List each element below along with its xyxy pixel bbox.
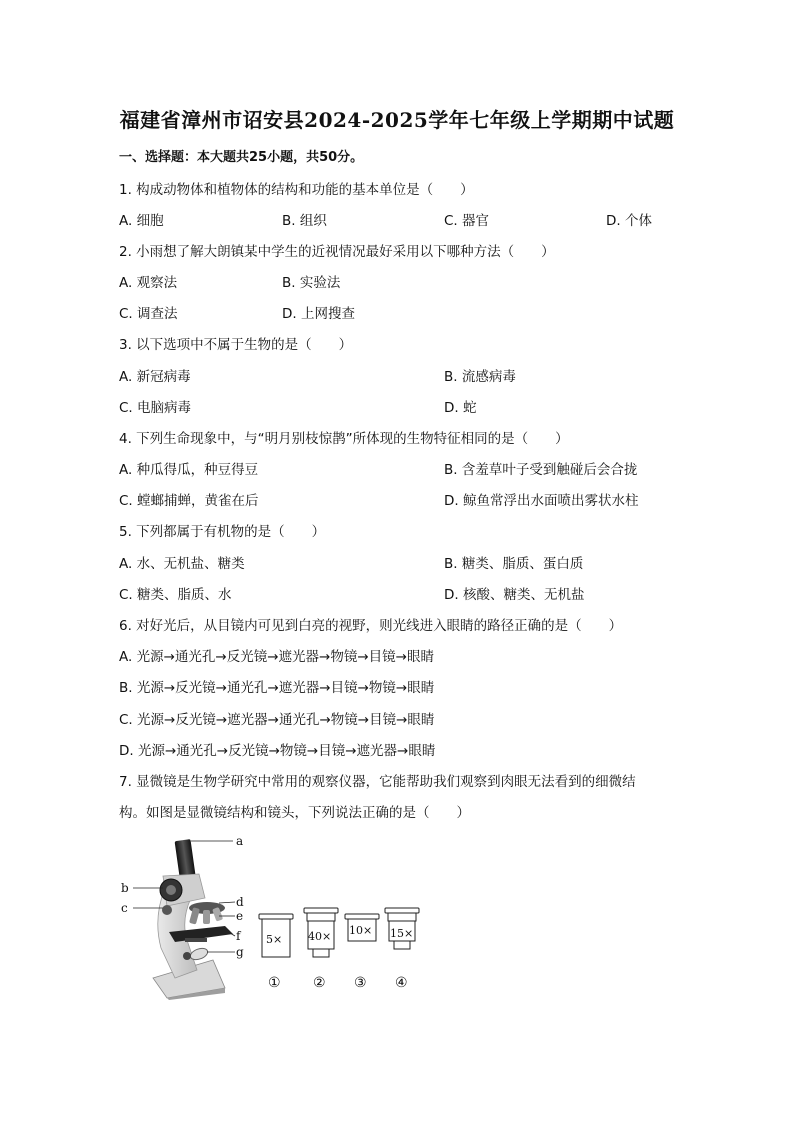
q4-option-d: D. 鲸鱼常浮出水面喷出雾状水柱 [444,493,639,509]
q4-option-c: C. 螳螂捕蝉，黄雀在后 [119,493,259,509]
lens-number-1: ① [268,975,281,991]
question-6-stem: 6. 对好光后，从目镜内可见到白亮的视野，则光线进入眼睛的路径正确的是（ ） [119,618,623,634]
label-b: b [121,881,129,895]
question-2-stem: 2. 小雨想了解大朗镇某中学生的近视情况最好采用以下哪种方法（ ） [119,244,555,260]
question-1-stem: 1. 构成动物体和植物体的结构和功能的基本单位是（ ） [119,182,474,198]
lens-number-4: ④ [395,975,408,991]
q5-option-b: B. 糖类、脂质、蛋白质 [444,556,584,572]
q3-option-d: D. 蛇 [444,400,477,416]
q2-option-b: B. 实验法 [282,275,341,291]
q6-option-c: C. 光源→反光镜→遮光器→通光孔→物镜→目镜→眼睛 [119,712,435,728]
q2-option-d: D. 上网搜查 [282,306,355,322]
q3-option-c: C. 电脑病毒 [119,400,192,416]
q4-option-b: B. 含羞草叶子受到触碰后会合拢 [444,462,638,478]
q4-option-a: A. 种瓜得瓜，种豆得豆 [119,462,259,478]
q3-option-b: B. 流感病毒 [444,369,516,385]
lens-4-magnification: 15× [390,927,414,940]
label-e: e [236,909,244,923]
lens-2-magnification: 40× [308,930,332,943]
q5-option-a: A. 水、无机盐、糖类 [119,556,245,572]
q1-option-a: A. 细胞 [119,213,164,229]
label-f: f [236,929,241,943]
question-7-stem-line-2: 构。如图是显微镜结构和镜头，下列说法正确的是（ ） [119,805,470,821]
q1-option-c: C. 器官 [444,213,490,229]
lens-3-magnification: 10× [349,924,373,937]
question-3-stem: 3. 以下选项中不属于生物的是（ ） [119,337,353,353]
q2-option-c: C. 调查法 [119,306,178,322]
label-d: d [236,895,244,909]
q6-option-b: B. 光源→反光镜→通光孔→遮光器→目镜→物镜→眼睛 [119,680,435,696]
label-a: a [236,834,244,848]
q3-option-a: A. 新冠病毒 [119,369,191,385]
lens-number-2: ② [313,975,326,991]
microscope-figure [115,828,435,1000]
fine-focus-knob [162,905,172,915]
label-c: c [121,901,128,915]
q1-option-b: B. 组织 [282,213,327,229]
question-4-stem: 4. 下列生命现象中，与“明月别枝惊鹊”所体现的生物特征相同的是（ ） [119,431,569,447]
question-7-stem-line-1: 7. 显微镜是生物学研究中常用的观察仪器，它能帮助我们观察到肉眼无法看到的细微结 [119,774,636,790]
label-g: g [236,945,244,959]
section-heading: 一、选择题：本大题共25小题，共50分。 [119,150,364,165]
q2-option-a: A. 观察法 [119,275,178,291]
q1-option-d: D. 个体 [606,213,652,229]
lens-number-3: ③ [354,975,367,991]
lens-1-magnification: 5× [266,933,283,946]
question-5-stem: 5. 下列都属于有机物的是（ ） [119,524,326,540]
page-title: 福建省漳州市诏安县2024-2025学年七年级上学期期中试题 [119,108,675,132]
q6-option-d: D. 光源→通光孔→反光镜→物镜→目镜→遮光器→眼睛 [119,743,436,759]
q5-option-c: C. 糖类、脂质、水 [119,587,232,603]
q6-option-a: A. 光源→通光孔→反光镜→遮光器→物镜→目镜→眼睛 [119,649,434,665]
q5-option-d: D. 核酸、糖类、无机盐 [444,587,585,603]
